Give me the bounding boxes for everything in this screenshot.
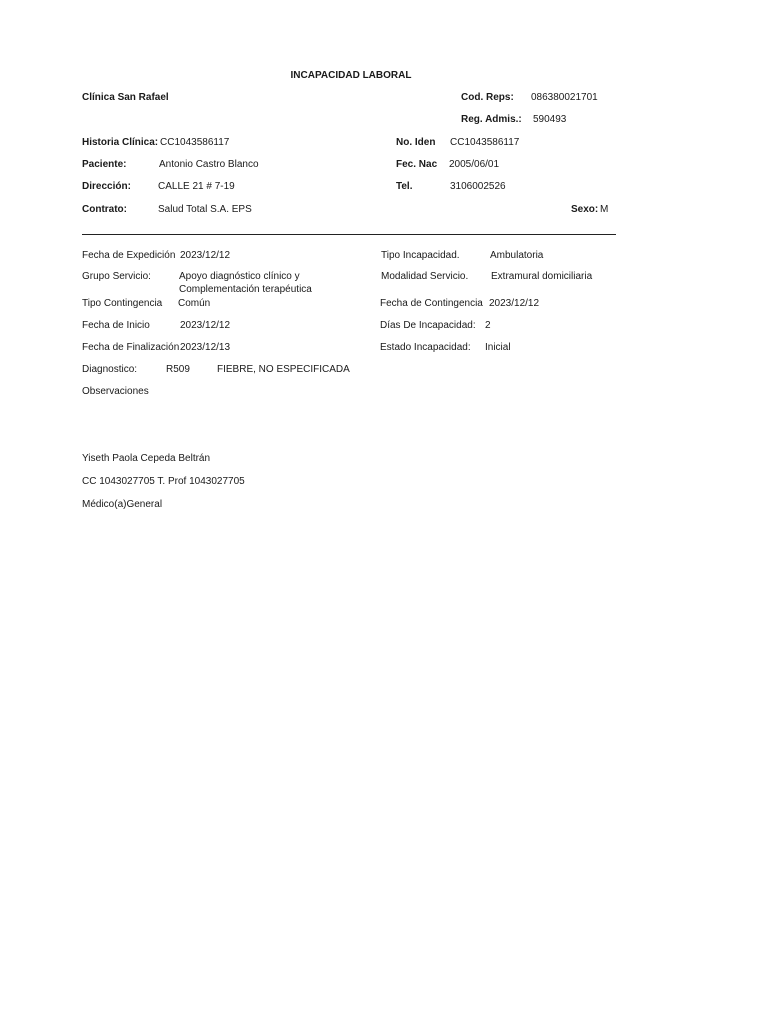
modalidad-servicio-label: Modalidad Servicio.	[381, 271, 469, 282]
dias-incapacidad-label: Días De Incapacidad:	[380, 320, 476, 331]
direccion-value: CALLE 21 # 7-19	[158, 181, 235, 192]
fecha-contingencia-value: 2023/12/12	[489, 298, 540, 309]
dias-incapacidad-value: 2	[485, 320, 491, 331]
fec-nac-label: Fec. Nac	[396, 159, 438, 170]
historia-clinica-label: Historia Clínica:	[82, 137, 159, 148]
diagnostico-label: Diagnostico:	[82, 364, 138, 375]
fecha-inicio-value: 2023/12/12	[180, 320, 231, 331]
tipo-contingencia-label: Tipo Contingencia	[82, 298, 163, 309]
tipo-incapacidad-value: Ambulatoria	[490, 250, 544, 261]
diagnostico-code: R509	[166, 364, 190, 375]
tel-label: Tel.	[396, 181, 413, 192]
grupo-servicio-label: Grupo Servicio:	[82, 271, 151, 282]
tipo-incapacidad-label: Tipo Incapacidad.	[381, 250, 460, 261]
tel-value: 3106002526	[450, 181, 506, 192]
fecha-contingencia-label: Fecha de Contingencia	[380, 298, 483, 309]
fecha-expedicion-label: Fecha de Expedición	[82, 250, 176, 261]
tipo-contingencia-value: Común	[178, 298, 211, 309]
paciente-label: Paciente:	[82, 159, 127, 170]
fec-nac-value: 2005/06/01	[449, 159, 500, 170]
fecha-expedicion-value: 2023/12/12	[180, 250, 231, 261]
page-title: INCAPACIDAD LABORAL	[290, 70, 412, 81]
clinic-name: Clínica San Rafael	[82, 92, 169, 103]
cod-reps-value: 086380021701	[531, 92, 598, 103]
contrato-label: Contrato:	[82, 204, 127, 215]
observaciones-label: Observaciones	[82, 386, 149, 397]
estado-incapacidad-label: Estado Incapacidad:	[380, 342, 471, 353]
doctor-name: Yiseth Paola Cepeda Beltrán	[82, 453, 211, 464]
reg-admis-value: 590493	[533, 114, 567, 125]
diagnostico-description: FIEBRE, NO ESPECIFICADA	[217, 364, 350, 375]
direccion-label: Dirección:	[82, 181, 131, 192]
section-divider	[82, 234, 616, 235]
historia-clinica-value: CC1043586117	[160, 137, 230, 148]
reg-admis-label: Reg. Admis.:	[461, 114, 522, 125]
grupo-servicio-value-line1: Apoyo diagnóstico clínico y	[179, 271, 300, 282]
paciente-value: Antonio Castro Blanco	[159, 159, 259, 170]
fecha-inicio-label: Fecha de Inicio	[82, 320, 150, 331]
doctor-role: Médico(a)General	[82, 499, 163, 510]
doctor-ids: CC 1043027705 T. Prof 1043027705	[82, 476, 245, 487]
no-iden-value: CC1043586117	[450, 137, 520, 148]
contrato-value: Salud Total S.A. EPS	[158, 204, 252, 215]
sexo-value: M	[600, 204, 609, 215]
sexo-label: Sexo:	[571, 204, 599, 215]
estado-incapacidad-value: Inicial	[485, 342, 511, 353]
fecha-finalizacion-value: 2023/12/13	[180, 342, 231, 353]
fecha-finalizacion-label: Fecha de Finalización	[82, 342, 180, 353]
grupo-servicio-value-line2: Complementación terapéutica	[179, 284, 312, 295]
no-iden-label: No. Iden	[396, 137, 436, 148]
modalidad-servicio-value: Extramural domiciliaria	[491, 271, 593, 282]
cod-reps-label: Cod. Reps:	[461, 92, 514, 103]
